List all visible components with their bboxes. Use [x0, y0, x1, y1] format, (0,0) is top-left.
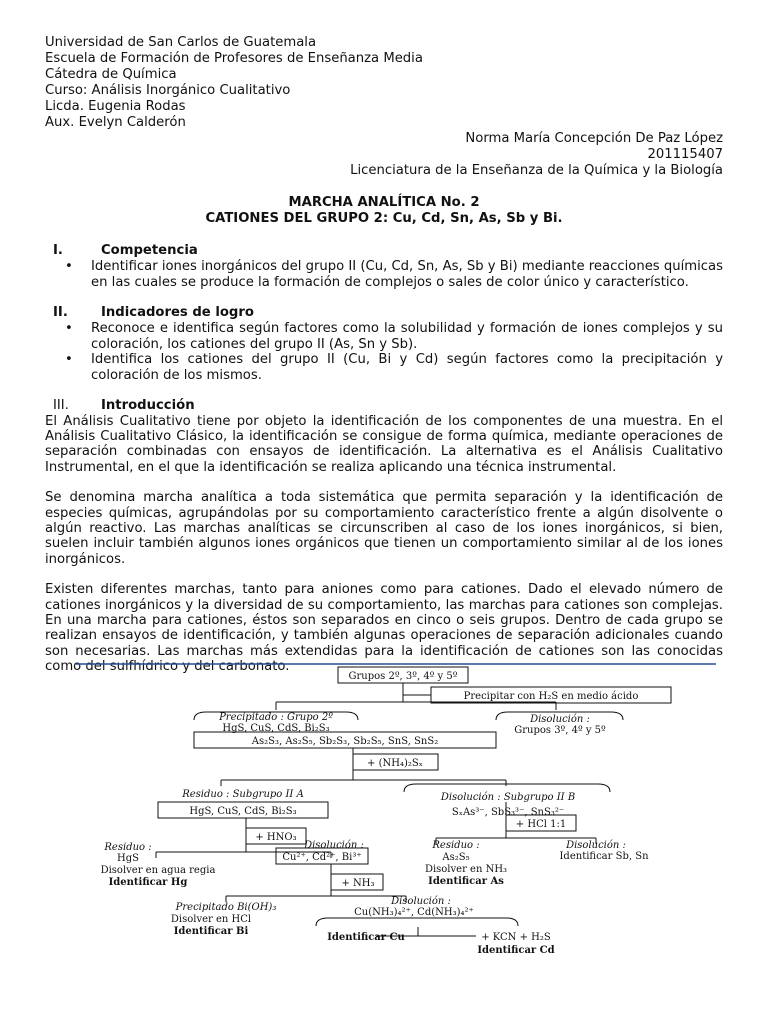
header-line-university: Universidad de San Carlos de Guatemala	[45, 35, 317, 50]
header-line-chair: Cátedra de Química	[45, 67, 177, 82]
analysis-flow-diagram	[76, 662, 716, 962]
bullet-icon: •	[65, 352, 73, 368]
node-precip-g2-title: Precipitado : Grupo 2º	[219, 712, 333, 723]
intro-paragraph-2: Se denomina marcha analítica a toda sistemática que permita separación y la identificación de especies químicas, agrupándolas por su comportamiento característico frente a algún disolvente o algún reactivo. Las marchas analíticas se circunscriben al caso de los iones inorgánicos, si bien, suelen incluir también algunos iones orgánicos que tienen un comportamiento similar al de los iones inorgánicos.	[45, 490, 723, 567]
node-precip-bi-title: Precipitado Bi(OH)₃	[175, 902, 277, 913]
bullet-item	[45, 321, 723, 352]
author-career: Licenciatura de la Enseñanza de la Química y la Biología	[350, 163, 723, 178]
node-res-hg-line2: Disolver en agua regia	[100, 865, 216, 876]
bullet-text: Identifica los cationes del grupo II (Cu, Bi y Cd) según factores como la precipitación y coloración de los mismos.	[91, 352, 723, 383]
node-dis-cu2-title: Disolución :	[391, 896, 451, 907]
node-id-cd: Identificar Cd	[477, 945, 555, 956]
section-indicadores-heading	[45, 305, 723, 321]
document-page	[45, 35, 723, 675]
bullet-item	[45, 352, 723, 383]
section-introduccion-heading	[45, 398, 723, 414]
section-title: Indicadores de logro	[101, 305, 254, 321]
node-res-as-line1: As₂S₅	[442, 852, 470, 863]
bullet-text: Identificar iones inorgánicos del grupo II (Cu, Cd, Sn, As, Sb y Bi) mediante reacciones químicas en las cuales se produce la formación de complejos o sales de color único y característico.	[91, 259, 723, 290]
node-res-2a-body: HgS, CuS, CdS, Bi₂S₃	[189, 806, 297, 817]
section-title: Introducción	[101, 397, 195, 413]
section-number: I.	[53, 243, 63, 258]
node-res-2a-title: Residuo : Subgrupo II A	[182, 789, 304, 800]
node-dis-cu-body: Cu²⁺, Cd²⁺, Bi³⁺	[282, 852, 362, 863]
node-dis-2b-body: SₓAs³⁻, SbS₃³⁻, SnS₃²⁻	[451, 807, 565, 818]
node-hno3: + HNO₃	[255, 832, 297, 843]
node-dis-cu-title: Disolución :	[304, 840, 364, 851]
node-dis-sb-title: Disolución :	[566, 840, 626, 851]
node-res-as-line3: Identificar As	[428, 876, 504, 887]
section-competencia-heading	[45, 243, 723, 259]
node-start: Grupos 2º, 3º, 4º y 5º	[348, 671, 458, 682]
section-number: III.	[53, 397, 69, 413]
author-carne: 201115407	[647, 147, 723, 162]
bullet-item	[45, 259, 723, 290]
header-line-teacher: Licda. Eugenia Rodas	[45, 99, 186, 114]
intro-paragraph-3: Existen diferentes marchas, tanto para aniones como para cationes. Dado el elevado número de cationes inorgánicos y la diversidad de su comportamiento, las marchas para cationes son complejas. En una marcha para cationes, éstos son separados en cinco o seis grupos. Dentro de cada grupo se realizan ensayos de identificación, y también algunas operaciones de separación adicionales cuando son necesarias. Las marchas más extendidas para la identificación de cationes son las conocidas como del sulfhídrico y del carbonato.	[45, 582, 723, 675]
doc-subtitle: CATIONES DEL GRUPO 2: Cu, Cd, Sn, As, Sb y Bi.	[205, 211, 563, 226]
bullet-text: Reconoce e identifica según factores como la solubilidad y formación de iones complejos y su coloración, los cationes del grupo II (As, Sn y Sb).	[91, 321, 723, 352]
section-number: II.	[53, 305, 68, 321]
node-precip-bi-line2: Identificar Bi	[173, 926, 249, 937]
node-nh4s: + (NH₄)₂Sₓ	[367, 758, 423, 769]
section-title: Competencia	[101, 243, 198, 258]
node-res-as-line2: Disolver en NH₃	[424, 864, 508, 875]
node-nh3: + NH₃	[341, 878, 375, 889]
node-res-as-title: Residuo :	[432, 840, 480, 851]
node-kcn: + KCN + H₂S	[481, 932, 551, 943]
node-res-hg-line3: Identificar Hg	[108, 877, 188, 888]
node-disol-top-body: Grupos 3º, 4º y 5º	[514, 725, 606, 736]
node-dis-cu2-body: Cu(NH₃)₄²⁺, Cd(NH₃)₄²⁺	[354, 907, 474, 918]
node-dis-sb-body: Identificar Sb, Sn	[559, 851, 649, 862]
node-precip-g2-line2: As₂S₃, As₂S₅, Sb₂S₃, Sb₂S₅, SnS, SnS₂	[251, 736, 439, 747]
header-block	[45, 35, 723, 179]
header-line-assistant: Aux. Evelyn Calderón	[45, 115, 186, 130]
intro-paragraph-1: El Análisis Cualitativo tiene por objeto la identificación de los componentes de una muestra. En el Análisis Cualitativo Clásico, la identificación se consigue de forma química, mediante operaciones de separación combinadas con ensayos de identificación. La alternativa es el Análisis Cualitativo Instrumental, en el que la identificación se realiza aplicando una técnica instrumental.	[45, 413, 723, 475]
node-precip-h2s: Precipitar con H₂S en medio ácido	[463, 691, 639, 702]
header-line-school: Escuela de Formación de Profesores de Enseñanza Media	[45, 51, 423, 66]
author-name: Norma María Concepción De Paz López	[465, 131, 723, 146]
node-precip-bi-line1: Disolver en HCl	[170, 914, 252, 925]
node-hcl: + HCl 1:1	[515, 819, 567, 830]
bullet-icon: •	[65, 321, 73, 337]
node-dis-2b-title: Disolución : Subgrupo II B	[440, 792, 576, 803]
node-res-hg-title: Residuo :	[104, 842, 152, 853]
doc-title: MARCHA ANALÍTICA No. 2	[288, 195, 480, 210]
header-line-course: Curso: Análisis Inorgánico Cualitativo	[45, 83, 291, 98]
bullet-icon: •	[65, 259, 73, 274]
node-disol-top-title: Disolución :	[530, 714, 590, 725]
node-res-hg-line1: HgS	[117, 853, 139, 864]
node-id-cu: Identificar Cu	[327, 932, 405, 943]
node-precip-g2-line1: HgS, CuS, CdS, Bi₂S₃	[222, 723, 330, 734]
